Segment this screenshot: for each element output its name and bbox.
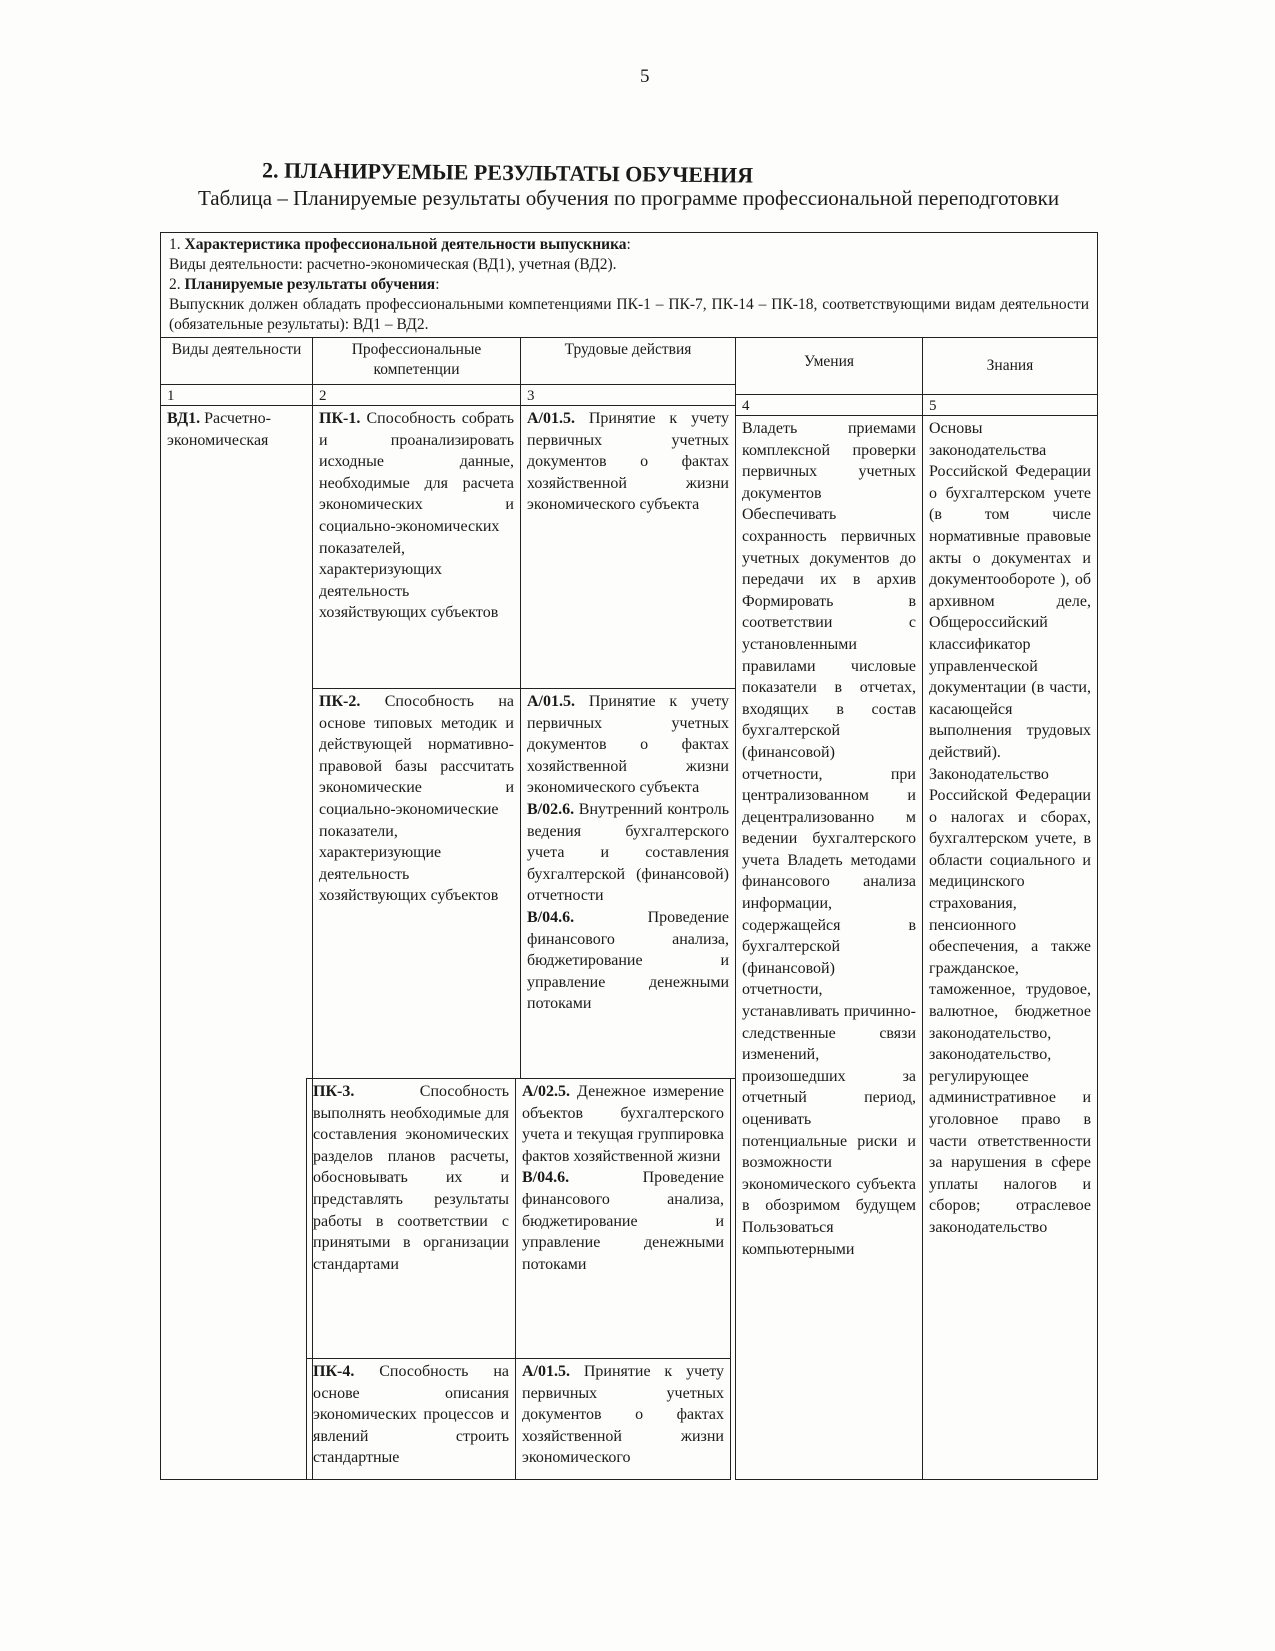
col-number-1: 1 xyxy=(160,384,313,406)
competency-pk3: ПК-3. Способность выполнять необходимые для составления экономических разделов планов расчеты, обосновывать их и представлять результаты работы в соответствии с принятыми в организации стандартами xyxy=(306,1078,516,1359)
intro-activities: Виды деятельности: расчетно-экономическая (ВД1), учетная (ВД2). xyxy=(169,256,617,273)
activity-cell: ВД1. Расчетно-экономическая xyxy=(160,405,313,1480)
header-activities: Виды деятельности xyxy=(160,337,313,385)
header-knowledge: Знания xyxy=(922,337,1098,395)
competency-pk4: ПК-4. Способность на основе описания экономических процессов и явлений строить стандартные xyxy=(306,1358,516,1480)
section-title: 2. ПЛАНИРУЕМЫЕ РЕЗУЛЬТАТЫ ОБУЧЕНИЯ xyxy=(261,157,754,188)
header-skills: Умения xyxy=(735,337,923,395)
knowledge-cell: Основы законодательства Российской Федерации о бухгалтерском учете (в том числе нормативные правовые акты о документах и документообороте ), об архивном деле, Общероссийский классификатор управленческой документации (в части, касающейся выполнения трудовых действий). Законодательство Российской Федерации о налогах и сборах, бухгалтерском учете, в области социального и медицинского страхования, пенсионного обеспечения, а также гражданское, таможенное, трудовое, валютное, бюджетное законодательство, законодательство, регулирующее административное и уголовное право в части ответственности за нарушения в сфере уплаты налогов и сборов; отраслевое законодательство xyxy=(922,415,1098,1480)
page-number: 5 xyxy=(640,66,650,87)
intro-heading-1: 1. Характеристика профессиональной деятельности выпускника: xyxy=(169,236,631,253)
intro-heading-2: 2. Планируемые результаты обучения: xyxy=(169,276,440,293)
actions-pk4: А/01.5. Принятие к учету первичных учетных документов о фактах хозяйственной жизни экономического xyxy=(515,1358,731,1480)
skills-cell: Владеть приемами комплексной проверки первичных учетных документов Обеспечивать сохранность первичных учетных документов до передачи их в архив Формировать в соответствии с установленными правилами числовые показатели в отчетах, входящих в состав бухгалтерской (финансовой) отчетности, при централизованном и децентрализованно м ведении бухгалтерского учета Владеть методами финансового анализа информации, содержащейся в бухгалтерской (финансовой) отчетности, устанавливать причинно-следственные связи изменений, произошедших за отчетный период, оценивать потенциальные риски и возможности экономического субъекта в обозримом будущем Пользоваться компьютерными xyxy=(735,415,923,1480)
competency-pk1: ПК-1. Способность собрать и проанализировать исходные данные, необходимые для расчета экономических и социально-экономических показателей, характеризующих деятельность хозяйствующих субъектов xyxy=(312,405,521,689)
header-competencies: Профессиональные компетенции xyxy=(312,337,521,385)
intro-competencies: Выпускник должен обладать профессиональными компетенциями ПК-1 – ПК-7, ПК-14 – ПК-18, соответствующими видам деятельности (обязательные результаты): ВД1 – ВД2. xyxy=(169,296,1089,333)
actions-pk1: А/01.5. Принятие к учету первичных учетных документов о фактах хозяйственной жизни экономического субъекта xyxy=(520,405,736,689)
col-number-3: 3 xyxy=(520,384,736,406)
table-intro xyxy=(160,232,1098,338)
actions-pk2: А/01.5. Принятие к учету первичных учетных документов о фактах хозяйственной жизни экономического субъекта В/02.6. Внутренний контроль ведения бухгалтерского учета и составления бухгалтерской (финансовой) отчетности В/04.6. Проведение финансового анализа, бюджетирование и управление денежными потоками xyxy=(520,688,736,1079)
table-caption: Таблица – Планируемые результаты обучения по программе профессиональной переподготовки xyxy=(198,186,1060,210)
actions-pk3: А/02.5. Денежное измерение объектов бухгалтерского учета и текущая группировка фактов хозяйственной жизни В/04.6. Проведение финансового анализа, бюджетирование и управление денежными потоками xyxy=(515,1078,731,1359)
header-actions: Трудовые действия xyxy=(520,337,736,385)
col-number-4: 4 xyxy=(735,394,923,416)
col-number-5: 5 xyxy=(922,394,1098,416)
competency-pk2: ПК-2. Способность на основе типовых методик и действующей нормативно-правовой базы рассчитать экономические и социально-экономические показатели, характеризующие деятельность хозяйствующих субъектов xyxy=(312,688,521,1079)
col-number-2: 2 xyxy=(312,384,521,406)
